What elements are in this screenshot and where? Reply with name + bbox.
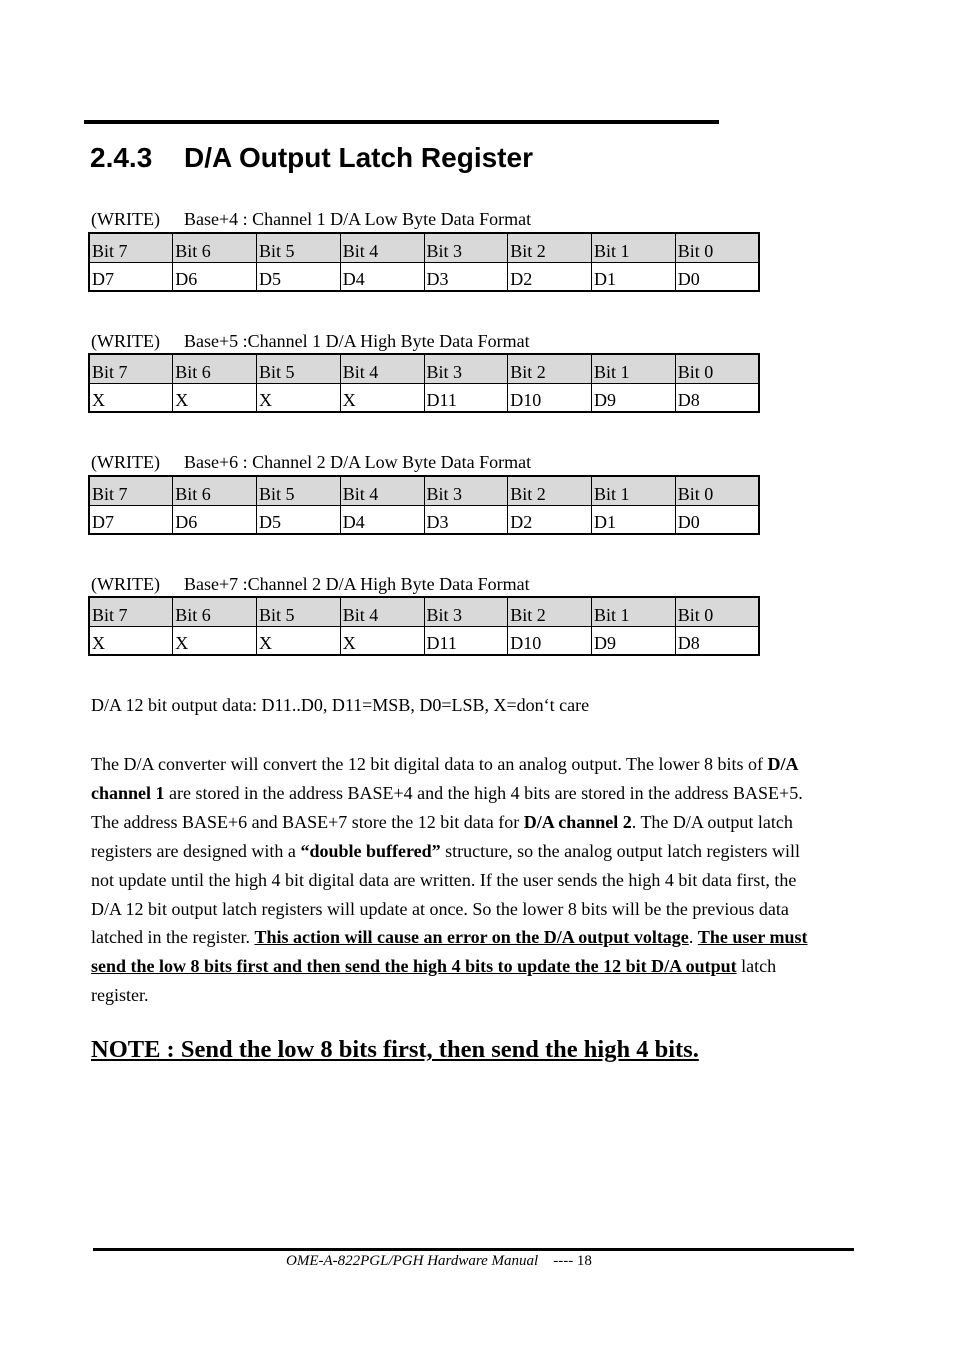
- register-caption: Base+4 : Channel 1 D/A Low Byte Data Format: [184, 209, 532, 229]
- data-bit-cell: D9: [592, 383, 676, 412]
- footer-page-number: ---- 18: [553, 1253, 592, 1269]
- bit-header-cell: Bit 5: [257, 476, 341, 505]
- bit-header-cell: Bit 0: [675, 354, 759, 383]
- data-bit-cell: X: [340, 626, 424, 655]
- para-bold-double-buffered: “double buffered”: [300, 840, 441, 861]
- data-bit-cell: D2: [508, 505, 592, 534]
- register-caption: Base+6 : Channel 2 D/A Low Byte Data Format: [184, 452, 532, 472]
- page-footer: [286, 1251, 592, 1271]
- bit-header-cell: Bit 5: [257, 354, 341, 383]
- data-bit-cell: D5: [257, 505, 341, 534]
- data-bit-cell: D6: [173, 262, 257, 291]
- data-bit-cell: X: [89, 626, 173, 655]
- bit-header-cell: Bit 7: [89, 233, 173, 262]
- data-bit-row: [89, 505, 759, 534]
- bit-header-cell: Bit 6: [173, 233, 257, 262]
- bit-header-cell: Bit 2: [508, 597, 592, 626]
- bit-header-row: [89, 476, 759, 505]
- data-bit-cell: D1: [592, 505, 676, 534]
- section-number: 2.4.3: [90, 142, 153, 173]
- data-bit-cell: D8: [675, 626, 759, 655]
- bit-header-cell: Bit 5: [257, 233, 341, 262]
- bit-header-cell: Bit 1: [592, 597, 676, 626]
- data-bit-cell: D7: [89, 505, 173, 534]
- para-text-5: .: [688, 927, 698, 948]
- top-rule: [84, 120, 719, 124]
- bit-header-cell: Bit 6: [173, 354, 257, 383]
- data-bit-cell: D5: [257, 262, 341, 291]
- bit-header-cell: Bit 2: [508, 354, 592, 383]
- bit-header-cell: Bit 4: [340, 476, 424, 505]
- para-text-2: are stored in the address BASE+4 and the high 4 bits are stored in the address BASE+5. The address BASE+6 and BASE+7 store the 12 bit data for: [91, 782, 803, 832]
- register-table: [88, 475, 760, 535]
- data-bit-cell: D1: [592, 262, 676, 291]
- section-heading: [90, 138, 533, 178]
- table-caption: [91, 208, 531, 230]
- para-text-6: latch register.: [91, 956, 777, 1006]
- data-bit-cell: D0: [675, 262, 759, 291]
- data-bit-cell: D4: [340, 505, 424, 534]
- para-text-3: . The D/A output latch registers are designed with a: [91, 811, 793, 861]
- bit-header-cell: Bit 7: [89, 597, 173, 626]
- bit-header-cell: Bit 4: [340, 354, 424, 383]
- bit-header-cell: Bit 2: [508, 476, 592, 505]
- data-bit-cell: D3: [424, 505, 508, 534]
- bit-header-cell: Bit 3: [424, 233, 508, 262]
- bit-header-cell: Bit 2: [508, 233, 592, 262]
- bit-header-cell: Bit 4: [340, 233, 424, 262]
- data-bit-cell: X: [257, 383, 341, 412]
- bit-header-cell: Bit 6: [173, 476, 257, 505]
- bit-header-cell: Bit 3: [424, 354, 508, 383]
- data-bit-cell: D3: [424, 262, 508, 291]
- data-bit-cell: D8: [675, 383, 759, 412]
- para-bold-channel-2: D/A channel 2: [523, 811, 632, 832]
- data-bit-cell: X: [89, 383, 173, 412]
- data-bit-row: [89, 262, 759, 291]
- data-bit-cell: D7: [89, 262, 173, 291]
- write-mode-label: (WRITE): [91, 331, 160, 351]
- bit-header-cell: Bit 0: [675, 233, 759, 262]
- para-text-1: The D/A converter will convert the 12 bit digital data to an analog output. The lower 8 bits of: [91, 754, 768, 774]
- register-table: [88, 232, 760, 292]
- para-text-4: structure, so the analog output latch registers will not update until the high 4 bit digital data are written. If the user sends the high 4 bit data first, the D/A 12 bit output latch registers will update at once. So the lower 8 bits will be the previous data latched in the register.: [91, 840, 801, 948]
- table-caption: [91, 451, 531, 473]
- data-bit-cell: D9: [592, 626, 676, 655]
- para-bold-channel-1: D/A channel 1: [91, 754, 798, 803]
- description-paragraph: [91, 750, 811, 1010]
- bit-header-cell: Bit 5: [257, 597, 341, 626]
- bit-header-cell: Bit 0: [675, 597, 759, 626]
- data-bit-cell: X: [173, 626, 257, 655]
- data-bit-cell: D10: [508, 383, 592, 412]
- bit-header-row: [89, 233, 759, 262]
- bit-header-row: [89, 354, 759, 383]
- data-bit-row: [89, 383, 759, 412]
- bit-header-cell: Bit 6: [173, 597, 257, 626]
- data-bit-cell: D2: [508, 262, 592, 291]
- bit-header-row: [89, 597, 759, 626]
- para-warning-order: The user must send the low 8 bits first and then send the high 4 bits to update the 12 bit D/A output: [91, 927, 808, 977]
- bit-header-cell: Bit 3: [424, 597, 508, 626]
- data-bit-cell: X: [257, 626, 341, 655]
- bit-header-cell: Bit 1: [592, 476, 676, 505]
- write-mode-label: (WRITE): [91, 452, 160, 472]
- data-bit-cell: D0: [675, 505, 759, 534]
- bit-header-cell: Bit 1: [592, 354, 676, 383]
- note-heading: NOTE : Send the low 8 bits first, then send the high 4 bits.: [91, 1036, 699, 1063]
- data-bit-cell: D11: [424, 626, 508, 655]
- write-mode-label: (WRITE): [91, 574, 160, 594]
- data-bit-cell: X: [340, 383, 424, 412]
- data-bit-cell: D4: [340, 262, 424, 291]
- bit-header-cell: Bit 1: [592, 233, 676, 262]
- register-caption: Base+5 :Channel 1 D/A High Byte Data Format: [184, 331, 530, 351]
- register-caption: Base+7 :Channel 2 D/A High Byte Data Format: [184, 574, 530, 594]
- data-bit-cell: X: [173, 383, 257, 412]
- table-caption: [91, 330, 530, 352]
- register-table: [88, 353, 760, 413]
- bit-header-cell: Bit 7: [89, 476, 173, 505]
- bit-header-cell: Bit 7: [89, 354, 173, 383]
- data-bit-cell: D11: [424, 383, 508, 412]
- bit-header-cell: Bit 3: [424, 476, 508, 505]
- footer-manual-title: OME-A-822PGL/PGH Hardware Manual: [286, 1253, 539, 1269]
- write-mode-label: (WRITE): [91, 209, 160, 229]
- register-table: [88, 596, 760, 656]
- table-caption: [91, 573, 530, 595]
- data-bit-cell: D10: [508, 626, 592, 655]
- bit-header-cell: Bit 4: [340, 597, 424, 626]
- data-format-note: D/A 12 bit output data: D11..D0, D11=MSB, D0=LSB, X=don‘t care: [91, 695, 590, 715]
- section-title: D/A Output Latch Register: [184, 142, 533, 173]
- data-bit-row: [89, 626, 759, 655]
- bit-header-cell: Bit 0: [675, 476, 759, 505]
- para-warning-error: This action will cause an error on the D/A output voltage: [254, 927, 689, 948]
- data-bit-cell: D6: [173, 505, 257, 534]
